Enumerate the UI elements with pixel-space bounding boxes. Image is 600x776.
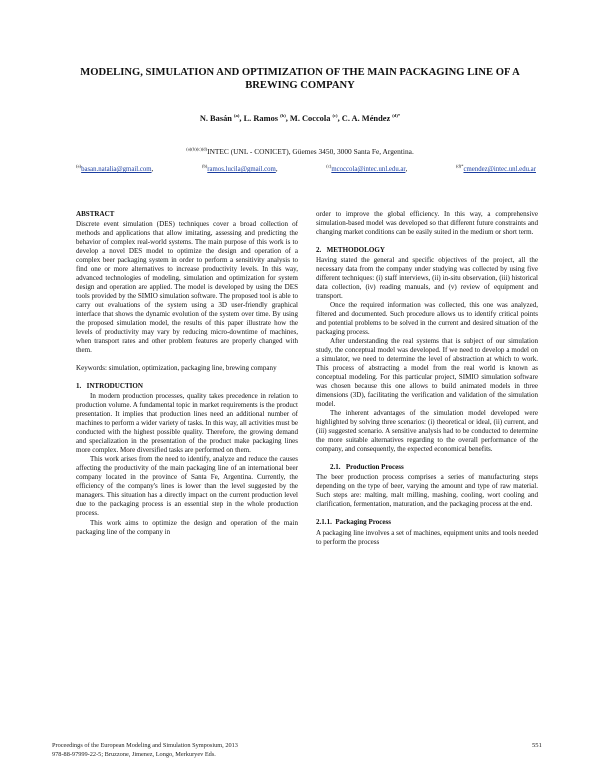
paragraph: After understanding the real systems that is subject of our simulation study, the conceptual model was developed. If we need to develop a model on a simulator, we need to determine the level of abstraction at which to work. This process of abstracting a model from the real world is known as conceptual modeling. For this particular project, SIMIO simulation software was chosen because this one allows to build animated models in three dimensions (3D), facilitating the verification and validation of the simulation model. bbox=[316, 337, 538, 409]
subsection-heading-production-process: 2.1. Production Process bbox=[330, 463, 404, 472]
author-name: M. Coccola bbox=[289, 114, 331, 123]
email-mark: (b) bbox=[201, 163, 208, 169]
abstract-text: Discrete event simulation (DES) techniques cover a broad collection of methods and applications that allow imitating, assessing and predicting the behavior of complex real-world systems. The main purpose of this work is to develop a novel DES model to optimize the design and operation of a complex beer packaging system in order to perform a sensitivity analysis to find one or more alternatives to increase productivity levels. In this way, advanced technologies of modeling, simulation and optimization for system design and operation are applied. The model is developed by using the DES tools provided by the SIMIO simulation software. The proposed tool is able to carry out evaluations of the system using a 3D user-friendly graphical interface that shows the dynamic evolution of the system over time. By using the proposed simulation model, the results of this paper illustrate how the levels of productivity may vary by reducing micro-downtime of machines, when transport rates and other problem features are properly changed with them. bbox=[76, 220, 298, 355]
paragraph: In modern production processes, quality takes precedence in relation to production volume. A fundamental topic in market requirements is the product presentation. It implies that production lines need an additional number of machines to perform a wider variety of tasks. In this way, all activities must be conducted with the highest possible quality. Therefore, the growing demand and specialization in the presentation of the product make packaging lines more complex. More diversified tasks are performed on them. bbox=[76, 392, 298, 455]
left-column bbox=[76, 210, 298, 537]
author-list: N. Basán $^{(a)}$, L. Ramos $^{(b)}$, M. Coccola $^{(c)}$, C. A. Méndez $^{(d)*}$ bbox=[199, 113, 401, 123]
footer-line: 978-88-97999-22-5; Bruzzone, Jimenez, Longo, Merkuryev Eds. bbox=[52, 750, 216, 758]
email-entry: $^{(c)}$mcoccola@intec.unl.edu.ar, bbox=[326, 163, 408, 173]
email-link[interactable]: mcoccola@intec.unl.edu.ar bbox=[331, 166, 406, 173]
email-link[interactable]: basan.natalia@gmail.com bbox=[81, 166, 152, 173]
paper-title: MODELING, SIMULATION AND OPTIMIZATION OF THE MAIN PACKAGING LINE OF A BREWING COMPANY bbox=[80, 67, 520, 91]
paragraph: Having stated the general and specific objectives of the project, all the necessary data from the company under studying was collected by using five different techniques: (i) staff interviews, (ii) in-situ observation, (iii) historical data collection, (iv) reading manuals, and (v) review of equipment and transport. bbox=[316, 256, 538, 301]
author-name: L. Ramos bbox=[243, 114, 279, 123]
paragraph: A packaging line involves a set of machines, equipment units and tools needed to perform the process bbox=[316, 528, 538, 546]
author-affiliation-mark: (d)* bbox=[392, 113, 401, 119]
email-mark: (a) bbox=[76, 163, 82, 169]
footer-line: Proceedings of the European Modeling and Simulation Symposium, 2013 bbox=[52, 742, 238, 749]
email-entry: $^{(b)}$ramos.lucila@gmail.com, bbox=[201, 163, 278, 173]
email-entry bbox=[455, 163, 536, 173]
paragraph: order to improve the global efficiency. In this way, a comprehensive simulation-based model was developed so that different future constraints and changing market conditions can be easily suited in the medium or short term. bbox=[316, 210, 538, 237]
author-affiliation-mark: (c) bbox=[332, 113, 338, 119]
right-column bbox=[316, 210, 538, 547]
affiliation-text: INTEC (UNL - CONICET), Güemes 3450, 3000 Santa Fe, Argentina. bbox=[207, 147, 414, 156]
author-affiliation-mark: (a) bbox=[234, 113, 240, 119]
paragraph: The inherent advantages of the simulation model developed were highlighted by solving three scenarios: (i) theoretical or ideal, (ii) current, and (iii) suggested scenario. A sensitive analysis had to be conducted to determine the more suitable alternatives regarding to the overall performance of the company, and consequently, the expected economical benefits. bbox=[316, 409, 538, 454]
author-name: C. A. Méndez bbox=[341, 114, 391, 123]
email-entry: $^{(a)}$basan.natalia@gmail.com, bbox=[76, 163, 154, 173]
keywords: Keywords: simulation, optimization, packaging line, brewing company bbox=[76, 364, 277, 373]
email-link[interactable]: ramos.lucila@gmail.com bbox=[207, 166, 276, 173]
subsection-heading-packaging-process: 2.1.1. Packaging Process bbox=[316, 518, 392, 527]
affiliation bbox=[0, 147, 600, 156]
paragraph: Once the required information was collected, this one was analyzed, filtered and documented. Such procedure allows us to identify critical points and potential problems to be solved in the current and desired situation of the packaging process. bbox=[316, 301, 538, 337]
email-link[interactable]: cmendez@intec.unl.edu.ar bbox=[463, 166, 536, 173]
section-heading-methodology: 2. METHODOLOGY bbox=[316, 246, 385, 255]
email-list bbox=[76, 163, 536, 173]
paragraph: This work aims to optimize the design and operation of the main packaging line of the company in bbox=[76, 518, 298, 536]
paragraph: The beer production process comprises a series of manufacturing steps depending on the type of beer, varying the amount and type of raw material. Such steps are: malting, malt milling, mashing, cooling, wort cooling and clarification, fermentation, maturation, and the packaging process at the end. bbox=[316, 473, 538, 509]
abstract-heading: ABSTRACT bbox=[76, 210, 115, 218]
author-affiliation-mark: (b) bbox=[280, 113, 286, 119]
page-footer bbox=[52, 742, 238, 759]
section-heading-introduction: 1. INTRODUCTION bbox=[76, 382, 143, 391]
page-number: 551 bbox=[532, 742, 542, 749]
paragraph: This work arises from the need to identify, analyze and reduce the causes affecting the productivity of the main packaging line of an international beer company located in the province of Santa Fe, Argentina. Currently, the efficiency of the company's lines is lower than the level suggested by the managers. This situation has a directly impact on the current production level due to the packaging process is an essential step in the whole production process. bbox=[76, 455, 298, 518]
email-mark: (c) bbox=[326, 163, 332, 169]
affiliation-marks: (a)(b)(c)(d) bbox=[186, 146, 208, 152]
email-mark: (d)* bbox=[455, 163, 464, 169]
author-name: N. Basán bbox=[199, 114, 232, 123]
